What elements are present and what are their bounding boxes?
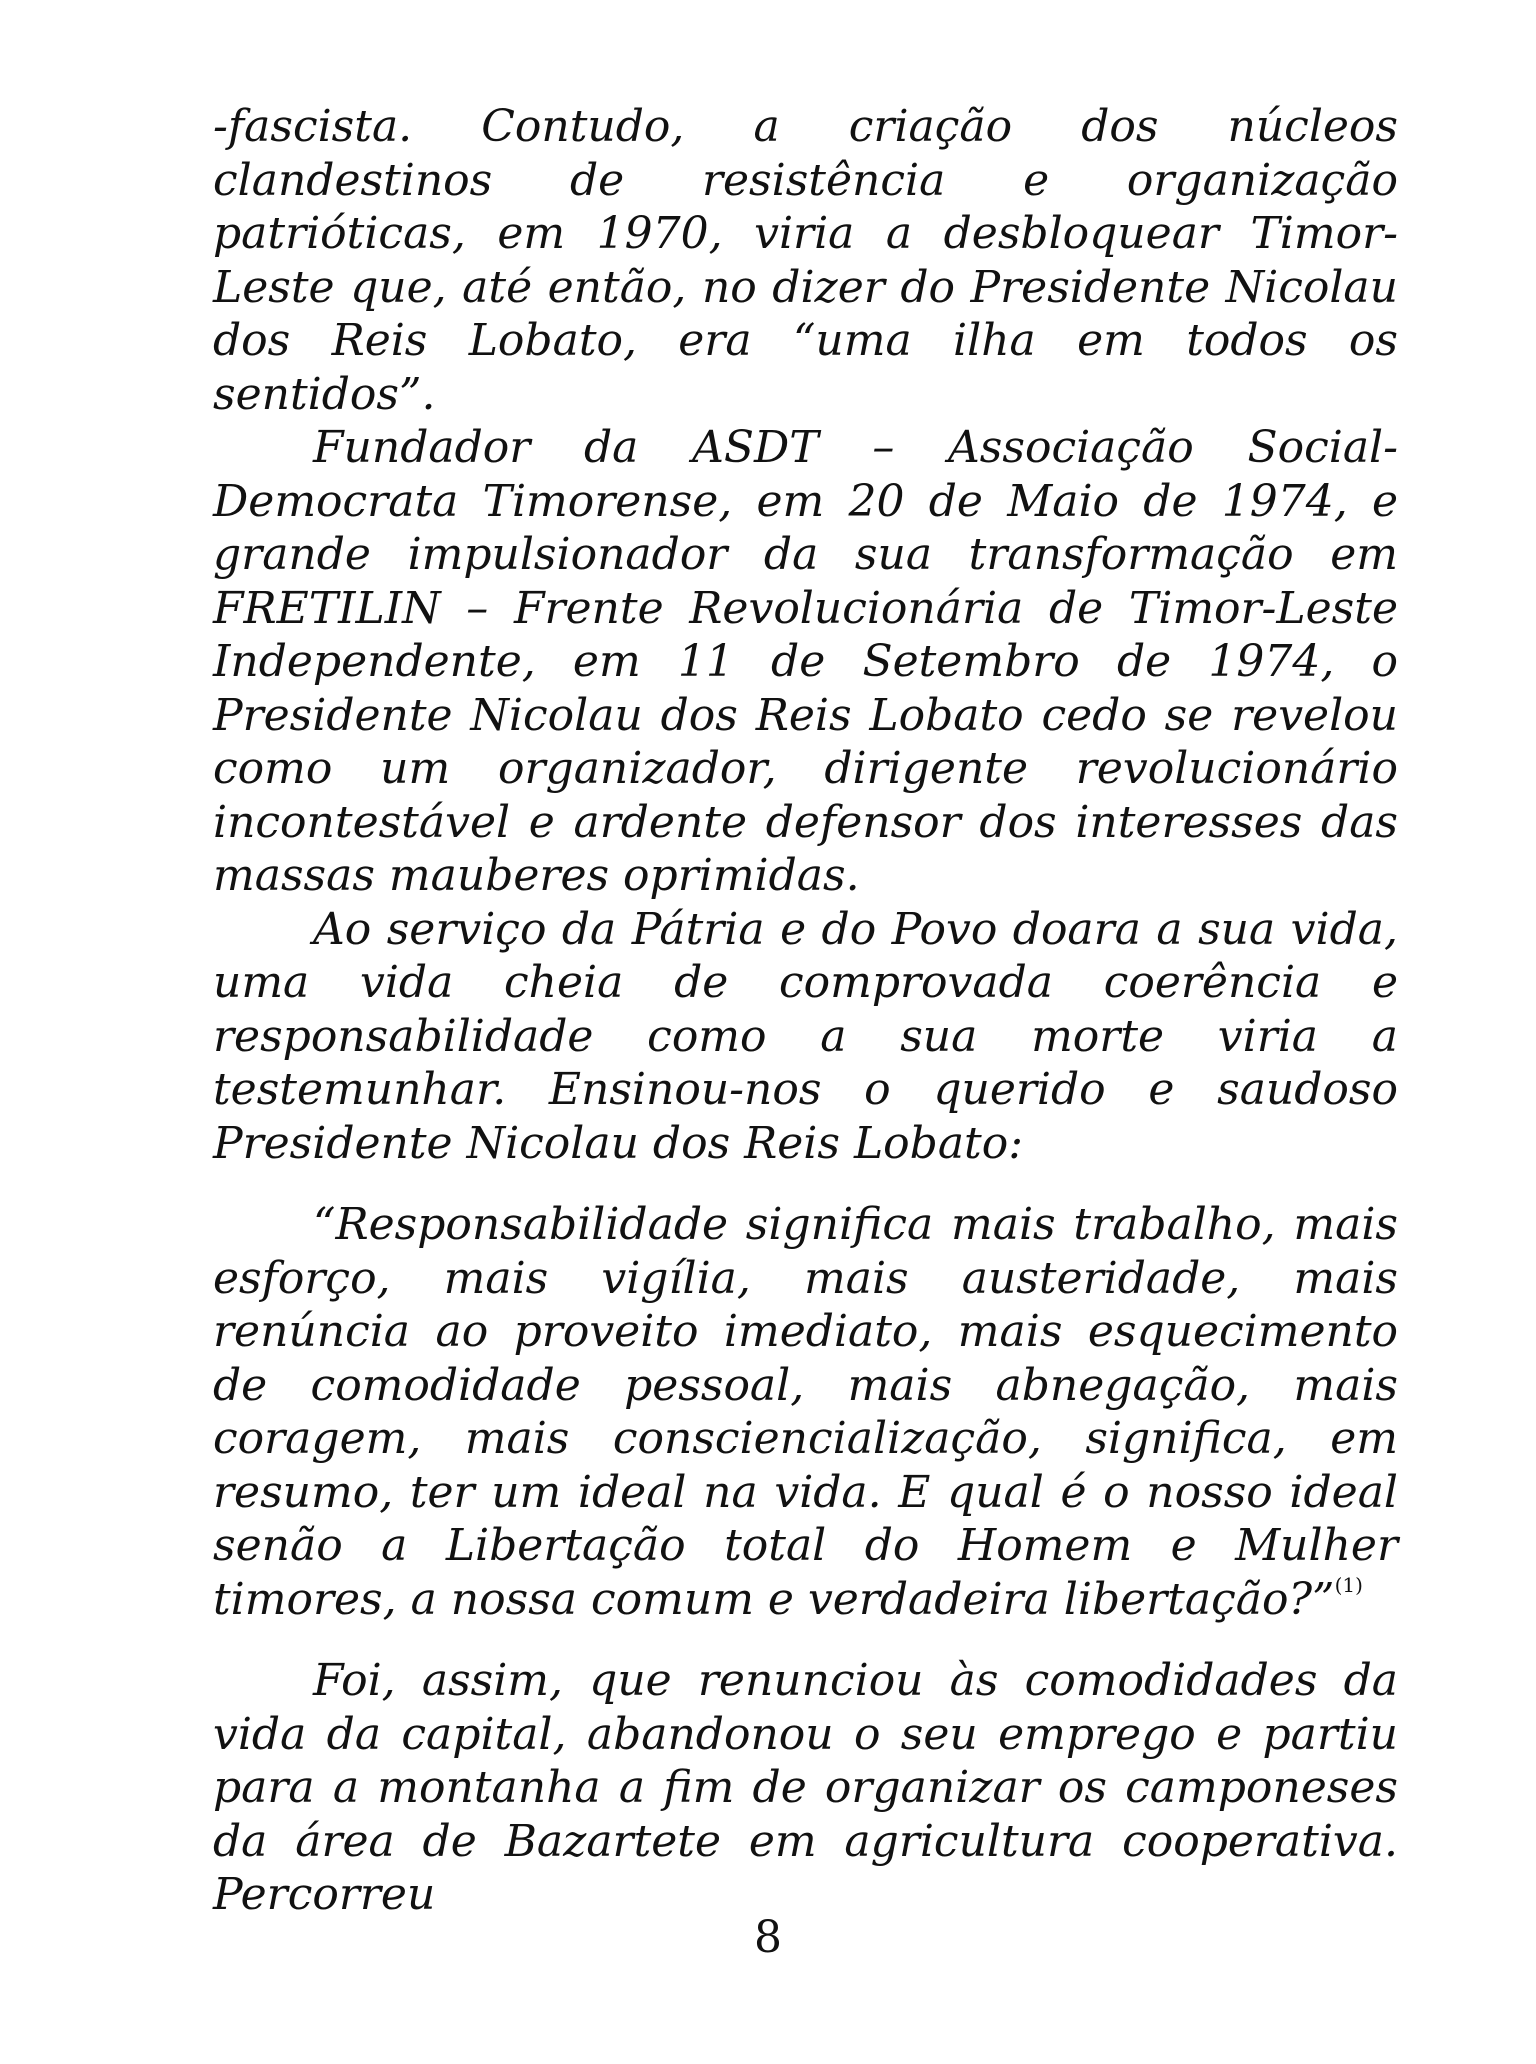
paragraph-service-to-nation: Ao serviço da Pátria e do Povo doara a sua vida, uma vida cheia de comprovada coerência e responsabilidade como a sua morte viria a testemunhar. Ensinou-nos o querido e saudoso Presidente Nicolau dos Reis Lobato: <box>213 903 1398 1169</box>
footnote-reference: (1) <box>1334 1572 1363 1597</box>
paragraph-continuation: -fascista. Contudo, a criação dos núcleos clandestinos de resistência e organização patrióticas, em 1970, viria a desbloquear Timor-Leste que, até então, no dizer do Presidente Nicolau dos Reis Lobato, era “uma ilha em todos os sentidos”. <box>213 101 1398 420</box>
quotation-text: “Responsabilidade significa mais trabalho, mais esforço, mais vigília, mais austeridade, mais renúncia ao proveito imediato, mais esquecimento de comodidade pessoal, mais abnegação, mais coragem, mais consciencialização, significa, em resumo, ter um ideal na vida. E qual é o nosso ideal senão a Libertação total do Homem e Mulher timores, a nossa comum e verdadeira libertação?” <box>213 1199 1398 1625</box>
quotation-responsibility <box>213 1198 1398 1626</box>
paragraph-asdt-founder: Fundador da ASDT – Associação Social-Democrata Timorense, em 20 de Maio de 1974, e grande impulsionador da sua transformação em FRETILIN – Frente Revolucionária de Timor-Leste Independente, em 11 de Setembro de 1974, o Presidente Nicolau dos Reis Lobato cedo se revelou como um organizador, dirigente revolucionário incontestável e ardente defensor dos interesses das massas mauberes oprimidas. <box>213 422 1398 901</box>
body-text <box>213 100 1398 1922</box>
page-number: 8 <box>754 1912 782 1963</box>
paragraph-renounced-comforts: Foi, assim, que renunciou às comodidades da vida da capital, abandonou o seu emprego e partiu para a montanha a fim de organizar os camponeses da área de Bazartete em agricultura cooperativa. Percorreu <box>213 1655 1398 1920</box>
